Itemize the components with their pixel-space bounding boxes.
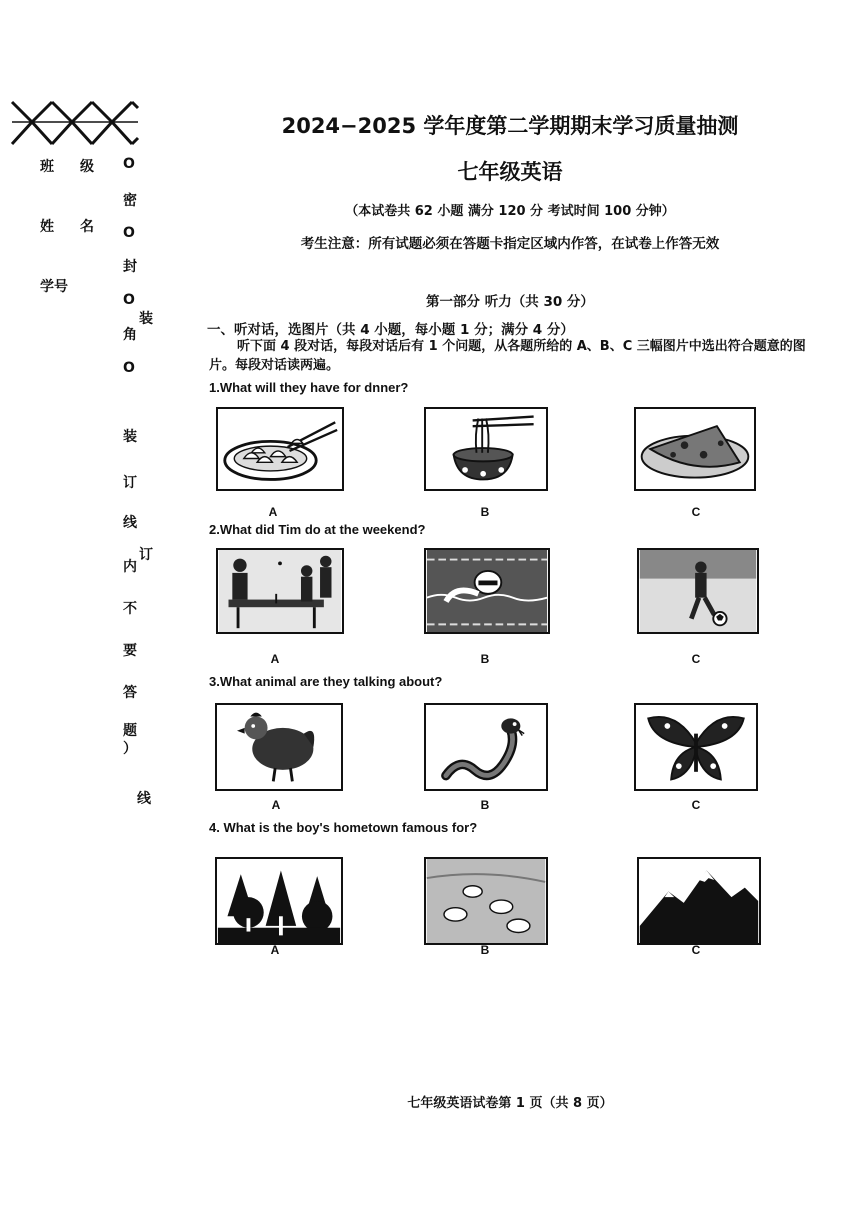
seal-char: 订 bbox=[123, 475, 137, 491]
question-1-option-b: B bbox=[480, 505, 490, 519]
question-3-text: 3.What animal are they talking about? bbox=[209, 674, 443, 689]
question-2-option-c: C bbox=[691, 652, 701, 666]
exam-info: （本试卷共 62 小题 满分 120 分 考试时间 100 分钟） bbox=[345, 204, 675, 219]
seal-char: 不 bbox=[123, 601, 137, 617]
part1-heading: 第一部分 听力（共 30 分） bbox=[426, 294, 594, 310]
seal-char: O bbox=[123, 225, 135, 241]
hen-image[interactable] bbox=[215, 703, 343, 791]
seal-char: 装 bbox=[123, 429, 137, 445]
section1-instructions: 听下面 4 段对话，每段对话后有 1 个问题，从各题所给的 A、B、C 三幅图片中选出符合题意的图片。每段对话读两遍。 bbox=[209, 339, 806, 373]
question-4-option-c: C bbox=[691, 943, 701, 957]
seal-char: ） bbox=[123, 741, 137, 757]
question-4-option-a: A bbox=[270, 943, 280, 957]
question-3-option-a: A bbox=[271, 798, 281, 812]
snake-image[interactable] bbox=[424, 703, 548, 791]
section1-heading: 一、听对话，选图片（共 4 小题，每小题 1 分；满分 4 分） bbox=[207, 322, 574, 338]
butterfly-image[interactable] bbox=[634, 703, 758, 791]
seal-char: 封 bbox=[123, 259, 137, 275]
class-label-char: 班 bbox=[40, 159, 54, 175]
question-1-option-c: C bbox=[691, 505, 701, 519]
question-2-text: 2.What did Tim do at the weekend? bbox=[209, 522, 426, 537]
seal-char: 内 bbox=[123, 559, 137, 575]
question-3-option-c: C bbox=[691, 798, 701, 812]
question-1-text: 1.What will they have for dnner? bbox=[209, 380, 409, 395]
seal-char: O bbox=[123, 360, 135, 376]
seal-char: 密 bbox=[123, 193, 137, 209]
seal-char: 答 bbox=[123, 685, 137, 701]
question-2-option-b: B bbox=[480, 652, 490, 666]
soccer-image[interactable] bbox=[637, 548, 759, 634]
noodles-image[interactable] bbox=[424, 407, 548, 491]
exam-title: 2024−2025 学年度第二学期期末学习质量抽测 bbox=[281, 114, 739, 138]
seal-char: 角 bbox=[123, 327, 137, 343]
seal-char: 线 bbox=[137, 791, 151, 807]
student-id-label: 学号 bbox=[40, 279, 68, 295]
name-label-char: 姓 bbox=[40, 219, 54, 235]
seal-char: O bbox=[123, 156, 135, 172]
seal-char: 题 bbox=[123, 723, 137, 739]
question-4-text: 4. What is the boy's hometown famous for? bbox=[209, 820, 478, 835]
page-footer: 七年级英语试卷第 1 页（共 8 页） bbox=[407, 1096, 613, 1111]
question-1-option-a: A bbox=[268, 505, 278, 519]
seal-char: 要 bbox=[123, 643, 137, 659]
question-2-option-a: A bbox=[270, 652, 280, 666]
question-3-option-b: B bbox=[480, 798, 490, 812]
question-4-option-b: B bbox=[480, 943, 490, 957]
name-label-char: 名 bbox=[80, 219, 94, 235]
class-label-char: 级 bbox=[80, 159, 94, 175]
dumplings-image[interactable] bbox=[216, 407, 344, 491]
seal-char: 线 bbox=[123, 515, 137, 531]
exam-subtitle: 七年级英语 bbox=[457, 160, 563, 184]
mountain-image[interactable] bbox=[637, 857, 761, 945]
side-char: 装 bbox=[139, 311, 153, 327]
pizza-image[interactable] bbox=[634, 407, 756, 491]
ping-pong-image[interactable] bbox=[216, 548, 344, 634]
forest-image[interactable] bbox=[215, 857, 343, 945]
exam-notice: 考生注意：所有试题必须在答题卡指定区域内作答，在试卷上作答无效 bbox=[300, 236, 720, 252]
seal-char: O bbox=[123, 292, 135, 308]
swimming-image[interactable] bbox=[424, 548, 550, 634]
grassland-sheep-image[interactable] bbox=[424, 857, 548, 945]
cross-hatch-decoration bbox=[10, 100, 140, 146]
side-char: 订 bbox=[139, 547, 153, 563]
